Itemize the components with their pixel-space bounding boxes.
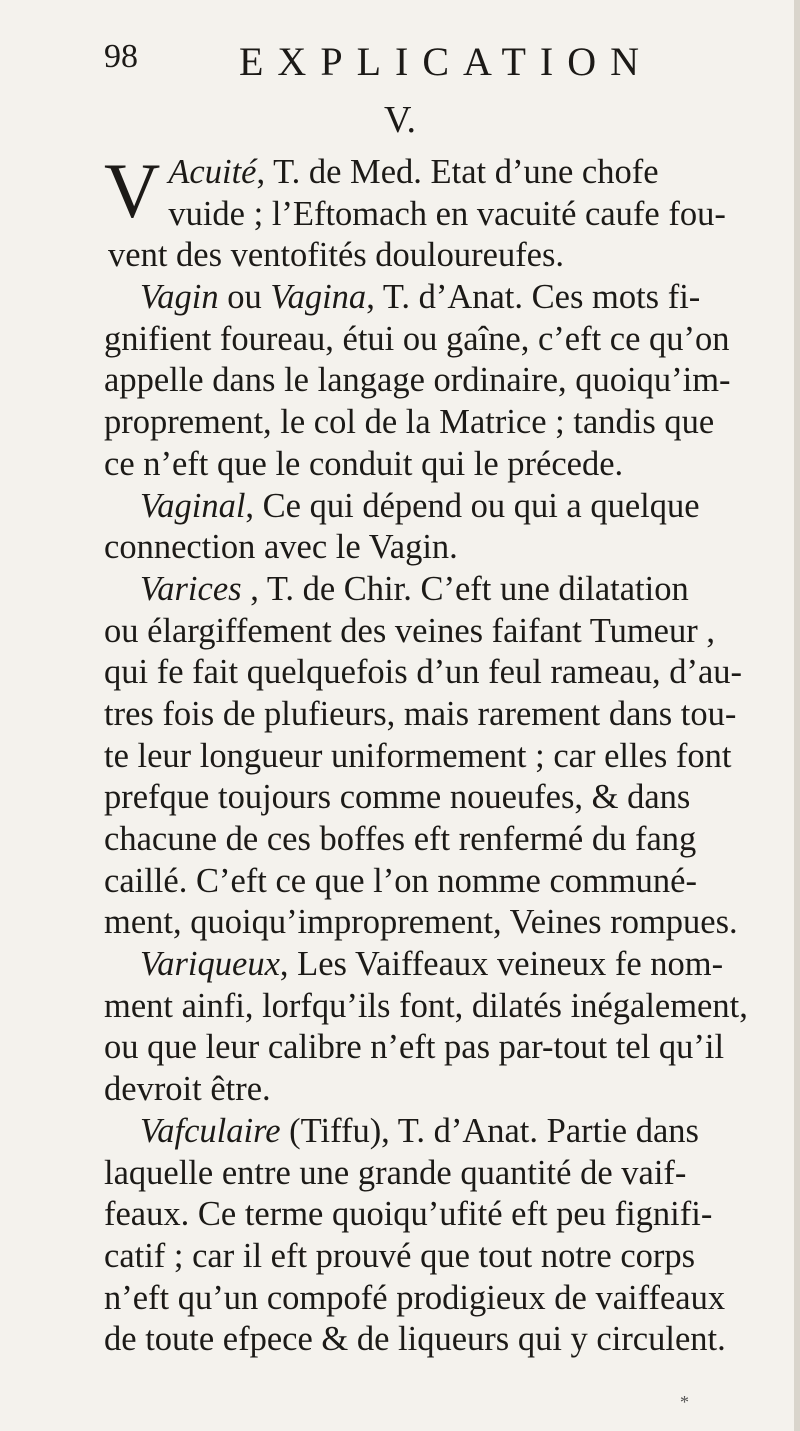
dictionary-entry [104,569,774,944]
entry-line: feaux. Ce terme quoiqu’ufité eft peu fignifi- [104,1195,713,1234]
dictionary-entry [104,1111,774,1361]
entry-line: ment ainfi, lorfqu’ils font, dilatés inégalement, [104,986,748,1025]
entry-line: te leur longueur uniformement ; car elles font [104,736,732,775]
entry-line: caillé. C’eft ce que l’on nomme communé- [104,861,697,900]
entry-headline: Vaginal, Ce qui dépend ou qui a quelque [140,486,700,525]
entry-line: vent des ventofités douloureufes. [108,236,565,275]
section-letter: V. [383,99,417,141]
dictionary-body [104,147,774,1361]
entry-line: devroit être. [104,1070,271,1109]
page-header [104,38,704,98]
headword: Vagin [140,278,219,317]
entry-headline: Varices , T. de Chir. C’eft une dilatation [140,569,689,608]
headword: Varices [140,569,242,608]
entry-line: n’eft qu’un compofé prodigieux de vaiffeaux [104,1278,726,1317]
entry-line: qui fe fait quelquefois d’un feul rameau, d’au- [104,653,742,692]
entry-line: ou que leur calibre n’eft pas par-tout tel qu’il [104,1028,725,1067]
entry-headline: Acuité, T. de Med. Etat d’une chofe [168,153,659,191]
dictionary-entry [104,486,774,569]
entry-line: gnifient foureau, étui ou gaîne, c’eft ce qu’on [104,319,730,358]
headword: Vaginal [140,486,246,525]
dictionary-entry [104,277,774,485]
entry-headline: Variqueux, Les Vaiffeaux veineux fe nom- [140,945,724,984]
page-edge [794,0,800,1431]
dictionary-entry [104,944,774,1111]
headword: Acuité [168,153,257,191]
entry-headline: Vagin ou Vagina, T. d’Anat. Ces mots fi- [140,278,701,317]
entry-line: ce n’eft que le conduit qui le précede. [104,444,624,483]
entry-line: tres fois de plufieurs, mais rarement dans tou- [104,694,737,733]
dictionary-entry [104,147,774,277]
entry-line: ment, quoiqu’improprement, Veines rompues. [104,903,738,942]
headword-variant: Vagina [270,278,367,317]
headword: Vafculaire [140,1111,281,1150]
entry-line: chacune de ces boffes eft renfermé du fang [104,820,697,858]
entry-line: appelle dans le langage ordinaire, quoiqu’im- [104,361,731,400]
entry-line: de toute efpece & de liqueurs qui y circulent. [104,1320,726,1359]
entry-line: ou élargiffement des veines faifant Tumeur , [104,611,715,650]
entry-line: prefque toujours comme noueufes, & dans [104,778,691,817]
entry-line: vuide ; l’Eftomach en vacuité caufe fou- [168,194,726,233]
entry-line: connection avec le Vagin. [104,528,458,567]
entry-line: proprement, le col de la Matrice ; tandis que [104,403,715,442]
entry-line: catif ; car il eft prouvé que tout notre corps [104,1236,696,1275]
entry-line: laquelle entre une grande quantité de vaif- [104,1153,687,1192]
page-number: 98 [104,38,138,75]
running-title: EXPLICATION [239,39,653,84]
drop-cap: V [104,147,161,234]
headword: Variqueux [140,945,280,984]
catchword: * [680,1392,689,1412]
entry-headline: Vafculaire (Tiffu), T. d’Anat. Partie dans [140,1111,699,1150]
